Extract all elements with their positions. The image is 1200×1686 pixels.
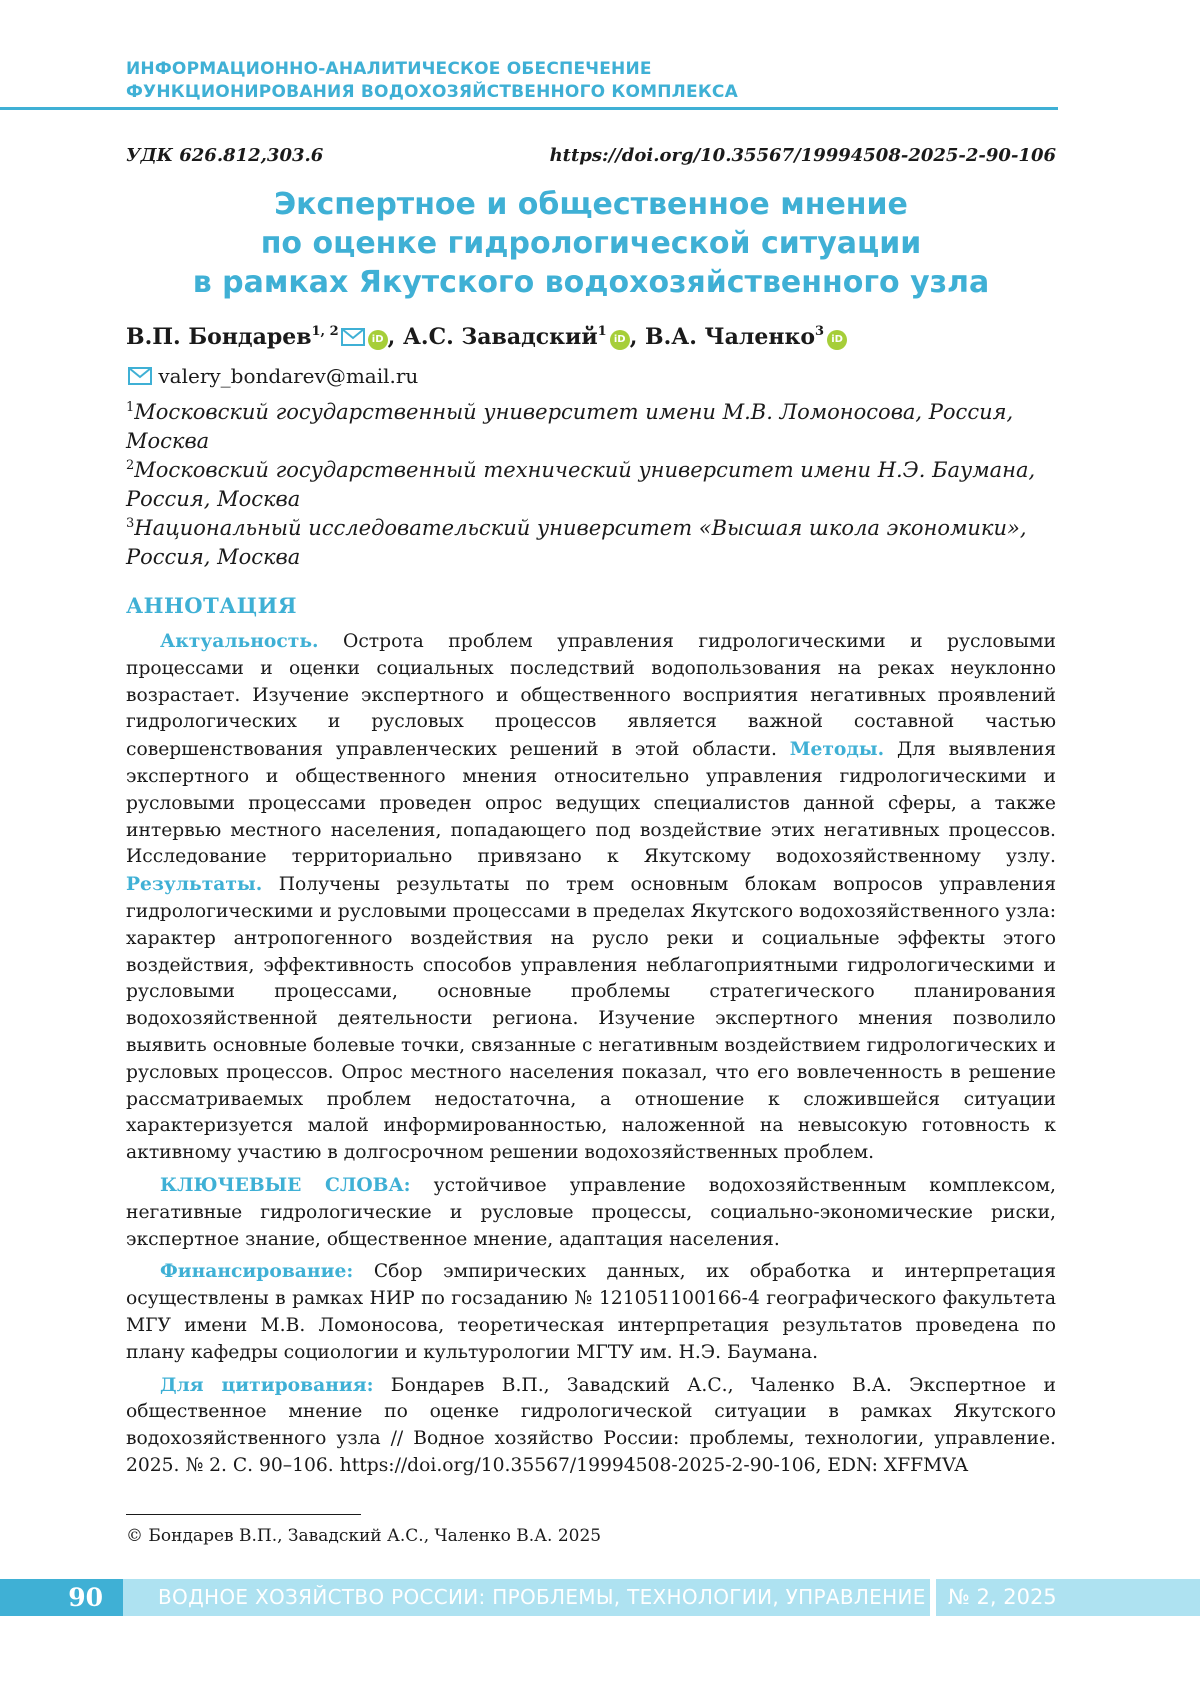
title-line: Экспертное и общественное мнение [274, 187, 908, 222]
section-header-line2: ФУНКЦИОНИРОВАНИЯ ВОДОХОЗЯЙСТВЕННОГО КОМПЛЕКСА [126, 82, 738, 102]
affiliation-text: Московский государственный технический университет имени Н.Э. Баумана, Россия, Москва [126, 458, 1036, 511]
author-affil-ref: 1 [597, 324, 607, 339]
methods-text: Для выявления экспертного и общественного мнения относительно управления гидрологическими и русловыми процессами проведен опрос ведущих специалистов данной сферы, а также интервью местного населения, попадающего под воздействие этих негативных процессов. Исследование территориально привязано к Якутскому водохозяйственному узлу. [126, 739, 1056, 868]
keywords-label: КЛЮЧЕВЫЕ СЛОВА: [160, 1173, 411, 1196]
article-title [126, 185, 1056, 302]
results-text: Получены результаты по трем основным блокам вопросов управления гидрологическими и русловыми процессами в пределах Якутского водохозяйственного узла: характер антропогенного воздействия на русло реки и социальные эффекты этого воздействия, эффективность способов управления неблагоприятными гидрологическими и русловыми процессами, основные проблемы стратегического планирования водохозяйственной деятельности региона. Изучение экспертного мнения позволило выявить основные болевые точки, связанные с негативным воздействием гидрологических и русловых процессов. Опрос местного населения показал, что его вовлеченность в решение рассматриваемых проблем недостаточна, а отношение к сложившейся ситуации характеризуется малой информированностью, наложенной на невысокую готовность к активному участию в долгосрочном решении водохозяйственных проблем. [126, 874, 1056, 1164]
citation-text: Бондарев В.П., Завадский А.С., Чаленко В.А. Экспертное и общественное мнение по оценке гидрологической ситуации в рамках Якутского водохозяйственного узла // Водное хозяйство России: проблемы, технологии, управление. 2025. № 2. С. 90–106. https://doi.org/10.35567/19994508-2025-2-90-106, EDN: XFFMVA [126, 1374, 1056, 1476]
relevance-text: Острота проблем управления гидрологическими и русловыми процессами и оценки социальных последствий водопользования на реках неуклонно возрастает. Изучение экспертного и общественного восприятия негативных проявлений гидрологических и русловых процессов является важной составной частью совершенствования управленческих решений в этой области. [126, 631, 1056, 761]
article-meta [126, 144, 1056, 168]
orcid-icon[interactable]: iD [827, 330, 847, 350]
page-number: 90 [0, 1579, 123, 1616]
issue-number: № 2, 2025 [948, 1585, 1057, 1609]
section-header [126, 58, 1056, 104]
keywords-text: устойчивое управление водохозяйственным комплексом, негативные гидрологические и русловые процессы, социально-экономические риски, экспертное знание, общественное мнение, адаптация населения. [126, 1174, 1056, 1250]
author-name: А.С. Завадский [403, 324, 598, 350]
affiliation [126, 514, 1056, 572]
relevance-label: Актуальность. [160, 630, 319, 652]
orcid-icon[interactable]: iD [610, 330, 630, 350]
envelope-icon[interactable] [341, 328, 365, 346]
udk-code: УДК 626.812,303.6 [126, 145, 324, 166]
funding-text: Сбор эмпирических данных, их обработка и интерпретация осуществлены в рамках НИР по госзаданию № 121051100166-4 географического факультета МГУ имени М.В. Ломоносова, теоретическая интерпретация результатов проведена по плану кафедры социологии и культурологии МГТУ им. Н.Э. Баумана. [126, 1261, 1056, 1363]
affiliation-number: 3 [126, 516, 135, 531]
title-line: по оценке гидрологической ситуации [260, 226, 922, 261]
methods-label: Методы. [789, 738, 885, 761]
keywords-paragraph [126, 1172, 1056, 1253]
funding-paragraph [126, 1258, 1056, 1366]
affiliation-number: 2 [126, 458, 135, 473]
results-label: Результаты. [126, 873, 263, 896]
affiliation [126, 398, 1056, 456]
header-rule [0, 107, 1058, 110]
abstract-body [126, 628, 1056, 1480]
email-address[interactable]: valery_bondarev@mail.ru [158, 364, 419, 388]
affiliation-text: Московский государственный университет имени М.В. Ломоносова, Россия, Москва [126, 400, 1014, 453]
citation-paragraph [126, 1372, 1056, 1480]
affiliations [126, 398, 1056, 572]
correspondence-email [126, 362, 418, 390]
footer-separator [930, 1579, 936, 1616]
page-footer [0, 1579, 1200, 1616]
affiliation-number: 1 [126, 400, 135, 415]
author-name: В.А. Чаленко [645, 324, 816, 350]
title-line: в рамках Якутского водохозяйственного узла [192, 265, 990, 300]
abstract-paragraph [126, 628, 1056, 1167]
abstract-heading: АННОТАЦИЯ [126, 593, 297, 618]
footnote-rule [126, 1514, 361, 1515]
section-header-line1: ИНФОРМАЦИОННО-АНАЛИТИЧЕСКОЕ ОБЕСПЕЧЕНИЕ [126, 59, 652, 79]
funding-label: Финансирование: [160, 1260, 354, 1283]
envelope-icon [128, 367, 152, 385]
affiliation [126, 456, 1056, 514]
doi-link[interactable]: https://doi.org/10.35567/19994508-2025-2-90-106 [549, 145, 1056, 166]
author-name: В.П. Бондарев [126, 324, 312, 350]
copyright: © Бондарев В.П., Завадский А.С., Чаленко В.А. 2025 [126, 1526, 602, 1546]
orcid-icon[interactable]: iD [368, 330, 388, 350]
journal-name: ВОДНОЕ ХОЗЯЙСТВО РОССИИ: ПРОБЛЕМЫ, ТЕХНОЛОГИИ, УПРАВЛЕНИЕ [158, 1585, 926, 1609]
citation-label: Для цитирования: [160, 1373, 374, 1396]
author-list: В.П. Бондарев$^{1, 2}$iD , А.С. Завадский$^1$iD , В.А. Чаленко$^3$iD [126, 322, 1056, 352]
affiliation-text: Национальный исследовательский университет «Высшая школа экономики», Россия, Москва [126, 516, 1027, 569]
author-affil-ref: 3 [815, 324, 825, 339]
author-affil-ref: 1, 2 [311, 324, 339, 339]
